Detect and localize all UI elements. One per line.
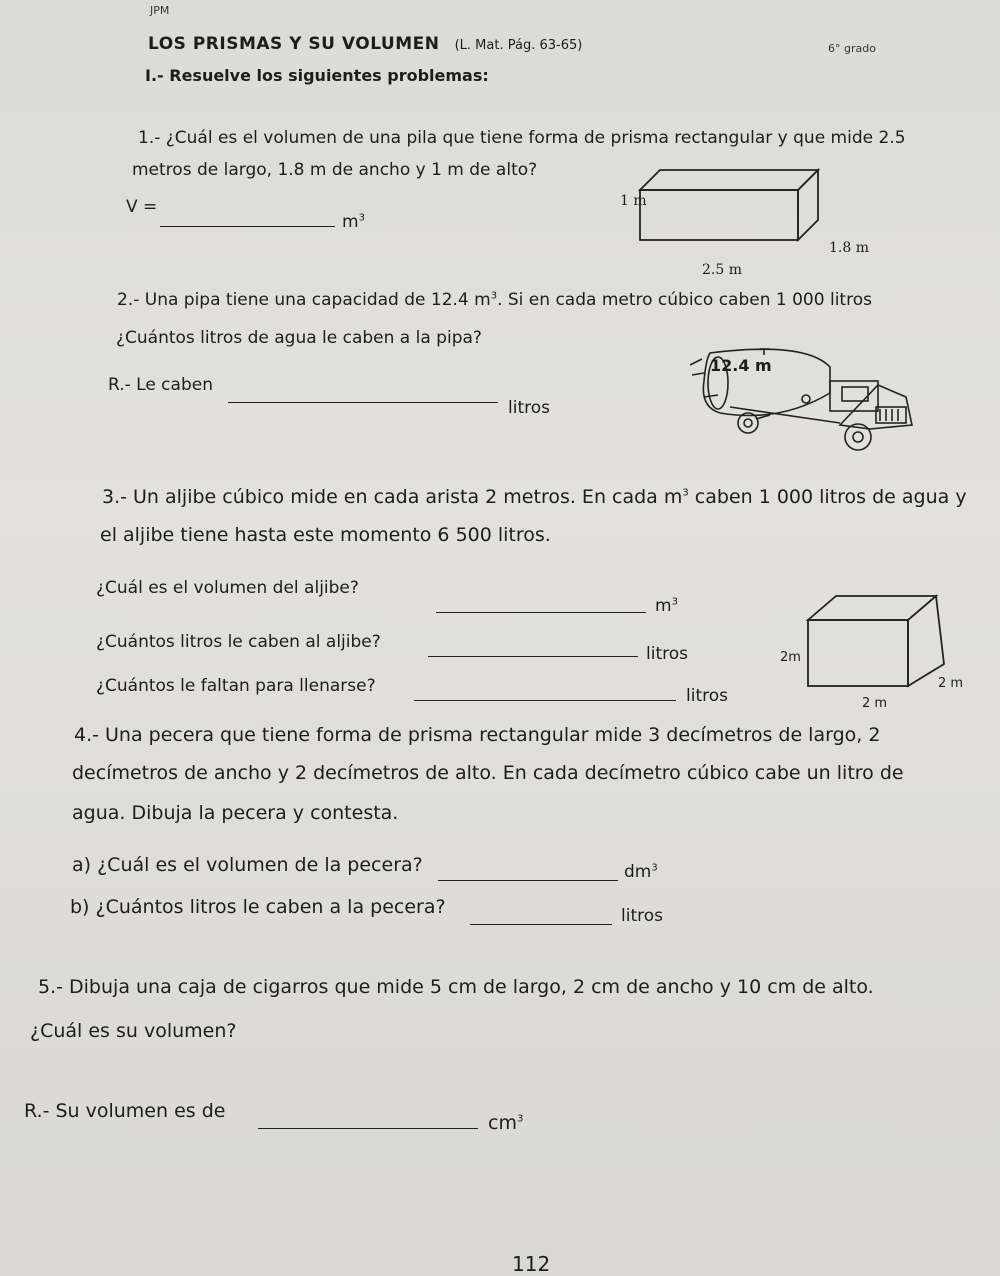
q4-a: a) ¿Cuál es el volumen de la pecera? bbox=[72, 854, 423, 876]
q3-sub2: ¿Cuántos litros le caben al aljibe? bbox=[96, 632, 381, 652]
q4-a-blank[interactable] bbox=[438, 880, 618, 881]
q3-sub1: ¿Cuál es el volumen del aljibe? bbox=[96, 578, 359, 598]
q4-line2: decímetros de ancho y 2 decímetros de alto. En cada decímetro cúbico cabe un litro de bbox=[72, 762, 904, 784]
title-text: LOS PRISMAS Y SU VOLUMEN bbox=[148, 34, 440, 54]
q2-answer-prefix: R.- Le caben bbox=[108, 375, 213, 395]
q1-answer-prefix: V = bbox=[126, 197, 158, 217]
q2-unit: litros bbox=[508, 398, 550, 418]
q3-sub2-blank[interactable] bbox=[428, 656, 638, 657]
q3-line1: 3.- Un aljibe cúbico mide en cada arista 2 metros. En cada $m^3$ caben 1 000 litros de agua y bbox=[102, 486, 967, 508]
page-number: 112 bbox=[512, 1252, 551, 1276]
q1-line1: 1.- ¿Cuál es el volumen de una pila que tiene forma de prisma rectangular y que mide 2.5 bbox=[138, 128, 906, 148]
q1-answer-blank[interactable] bbox=[160, 226, 335, 227]
q1-fig-height: 1 m bbox=[620, 193, 647, 209]
q3-sub3: ¿Cuántos le faltan para llenarse? bbox=[96, 676, 376, 696]
q1-unit: $m^3$ bbox=[342, 212, 365, 232]
q1-prism-figure bbox=[640, 170, 840, 250]
page-title bbox=[148, 34, 582, 54]
q5-line1: 5.- Dibuja una caja de cigarros que mide 5 cm de largo, 2 cm de ancho y 10 cm de alto. bbox=[38, 976, 874, 998]
q3-fig-height: 2m bbox=[780, 650, 801, 665]
q5-line2: ¿Cuál es su volumen? bbox=[30, 1020, 237, 1042]
q3-sub3-unit: litros bbox=[686, 686, 728, 706]
q3-line2: el aljibe tiene hasta este momento 6 500 litros. bbox=[100, 524, 551, 546]
q3-fig-width: 2 m bbox=[862, 696, 888, 711]
q4-b-unit: litros bbox=[621, 906, 663, 926]
q5-answer-prefix: R.- Su volumen es de bbox=[24, 1100, 226, 1122]
q5-answer-blank[interactable] bbox=[258, 1128, 478, 1129]
q2-answer-blank[interactable] bbox=[228, 402, 498, 403]
q4-a-unit: $dm^3$ bbox=[624, 862, 658, 882]
q3-fig-depth: 2 m bbox=[938, 676, 964, 691]
q2-line2: ¿Cuántos litros de agua le caben a la pipa? bbox=[116, 328, 482, 348]
q3-sub1-blank[interactable] bbox=[436, 612, 646, 613]
q4-line1: 4.- Una pecera que tiene forma de prisma rectangular mide 3 decímetros de largo, 2 bbox=[74, 724, 881, 746]
q4-line3: agua. Dibuja la pecera y contesta. bbox=[72, 802, 399, 824]
q2-line1: 2.- Una pipa tiene una capacidad de 12.4 $m^3$. Si en cada metro cúbico caben 1 000 litros bbox=[117, 290, 872, 310]
q4-b-blank[interactable] bbox=[470, 924, 612, 925]
section-heading: I.- Resuelve los siguientes problemas: bbox=[145, 66, 489, 85]
q3-sub2-unit: litros bbox=[646, 644, 688, 664]
truck-capacity-label: 12.4 m bbox=[710, 356, 772, 375]
q4-b: b) ¿Cuántos litros le caben a la pecera? bbox=[70, 896, 446, 918]
title-reference: (L. Mat. Pág. 63-65) bbox=[454, 38, 583, 53]
q3-cube-figure bbox=[808, 596, 958, 696]
q3-sub1-unit: $m^3$ bbox=[655, 596, 678, 616]
grade-label: 6° grado bbox=[828, 42, 876, 55]
initials: JPM bbox=[150, 4, 170, 17]
q5-unit: $cm^3$ bbox=[488, 1112, 524, 1134]
q1-fig-length: 2.5 m bbox=[702, 262, 742, 278]
q1-line2: metros de largo, 1.8 m de ancho y 1 m de alto? bbox=[132, 160, 538, 180]
q3-sub3-blank[interactable] bbox=[414, 700, 676, 701]
q1-fig-width: 1.8 m bbox=[829, 240, 869, 256]
